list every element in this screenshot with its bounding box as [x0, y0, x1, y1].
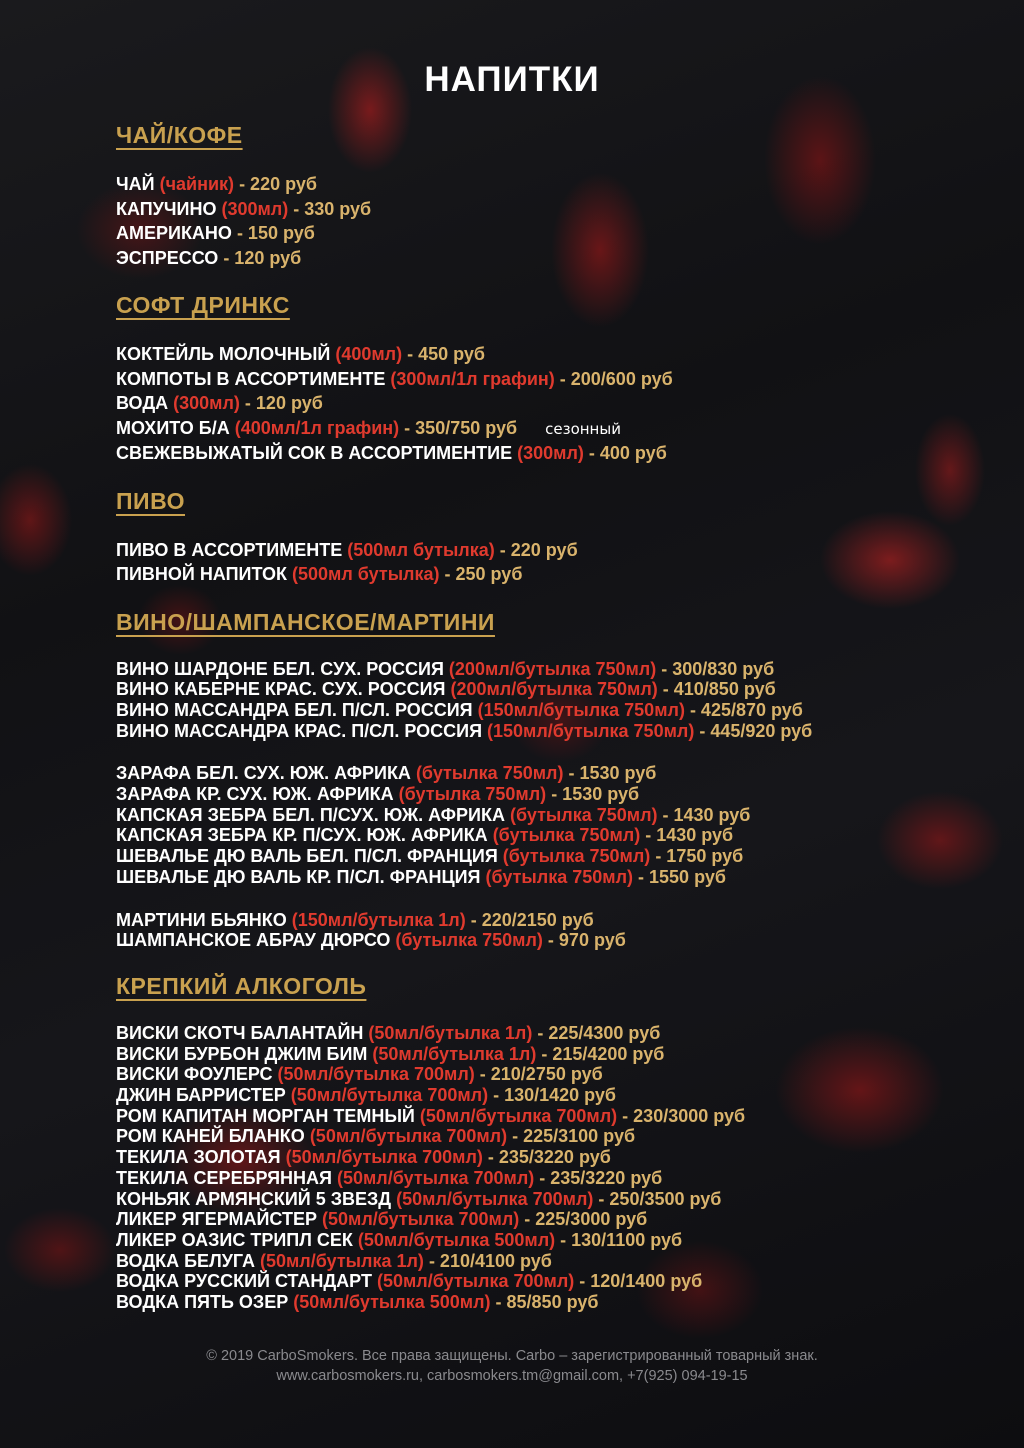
menu-item — [116, 172, 996, 197]
item-price: - 350/750 руб — [399, 417, 518, 438]
item-volume: (200мл/бутылка 750мл) — [450, 679, 658, 700]
item-price: - 235/3220 руб — [482, 1147, 611, 1168]
item-price: - 1530 руб — [546, 784, 640, 805]
item-volume: (300мл/1л графин) — [390, 368, 555, 389]
group-spacer — [116, 741, 996, 763]
item-name: ТЕКИЛА СЕРЕБРЯННАЯ — [116, 1167, 337, 1188]
item-name: ТЕКИЛА ЗОЛОТАЯ — [116, 1147, 286, 1168]
item-price: - 120 руб — [218, 247, 302, 268]
item-price: - 130/1420 руб — [488, 1085, 617, 1106]
item-volume: (150мл/бутылка 750мл) — [477, 699, 685, 720]
menu-item — [116, 721, 996, 742]
item-name: ВИНО КАБЕРНЕ КРАС. СУХ. РОССИЯ — [116, 679, 451, 700]
menu-item — [116, 1147, 996, 1168]
item-volume: (500мл бутылка) — [347, 539, 495, 560]
item-name: ПИВО В АССОРТИМЕНТЕ — [116, 539, 348, 560]
item-volume: (бутылка 750мл) — [492, 825, 641, 846]
item-price: - 225/3000 руб — [519, 1209, 648, 1230]
menu-item — [116, 1292, 996, 1313]
item-volume: (500мл бутылка) — [291, 564, 440, 584]
item-volume: (50мл/бутылка 500мл) — [293, 1292, 491, 1313]
item-name: ВОДА — [116, 393, 174, 413]
section-beer — [116, 486, 996, 587]
menu-item — [116, 846, 996, 867]
menu-item — [116, 391, 996, 416]
item-name: ВИСКИ СКОТЧ БАЛАНТАЙН — [116, 1022, 369, 1043]
item-price: - 330 руб — [288, 198, 372, 219]
menu-content — [116, 120, 996, 1313]
item-volume: (400мл) — [335, 344, 403, 364]
item-volume: (50мл/бутылка 1л) — [259, 1250, 424, 1271]
menu-item — [116, 1230, 996, 1251]
menu-item — [116, 367, 996, 392]
menu-item — [116, 197, 996, 222]
item-name: КОКТЕЙЛЬ МОЛОЧНЫЙ — [116, 344, 336, 364]
group-spacer — [116, 888, 996, 910]
menu-item — [116, 538, 996, 563]
item-name: ВИНО МАССАНДРА БЕЛ. П/СЛ. РОССИЯ — [116, 699, 478, 720]
item-price: - 400 руб — [583, 443, 667, 463]
section-heading: ЧАЙ/КОФЕ — [116, 122, 243, 148]
item-price: - 85/850 руб — [490, 1292, 599, 1313]
item-volume: (бутылка 750мл) — [485, 866, 634, 887]
item-volume: (150мл/бутылка 750мл) — [487, 720, 695, 741]
item-price: - 220 руб — [494, 539, 578, 560]
section-heading: СОФТ ДРИНКС — [116, 292, 290, 318]
menu-item — [116, 763, 996, 784]
item-volume: (50мл/бутылка 700мл) — [396, 1188, 594, 1209]
item-price: - 210/2750 руб — [474, 1064, 603, 1085]
item-volume: (50мл/бутылка 1л) — [372, 1043, 537, 1064]
item-name: ВИСКИ БУРБОН ДЖИМ БИМ — [116, 1043, 373, 1064]
footer — [0, 1346, 1024, 1386]
item-price: - 225/4300 руб — [532, 1022, 661, 1043]
menu-item — [116, 1209, 996, 1230]
item-price: - 450 руб — [402, 344, 486, 364]
item-name: ЛИКЕР ЯГЕРМАЙСТЕР — [116, 1209, 322, 1230]
item-price: - 300/830 руб — [656, 658, 775, 679]
section-tea-coffee — [116, 120, 996, 270]
item-price: - 1550 руб — [633, 866, 726, 887]
item-price: - 235/3220 руб — [534, 1167, 663, 1188]
menu-item — [116, 659, 996, 680]
section-heading: КРЕПКИЙ АЛКОГОЛЬ — [116, 972, 367, 999]
item-name: КОНЬЯК АРМЯНСКИЙ 5 ЗВЕЗД — [116, 1188, 397, 1209]
menu-item — [116, 1251, 996, 1272]
menu-item — [116, 1168, 996, 1189]
item-volume: (бутылка 750мл) — [415, 763, 564, 784]
item-volume: (150мл/бутылка 1л) — [291, 909, 466, 930]
menu-item — [116, 342, 996, 367]
section-heading: ВИНО/ШАМПАНСКОЕ/МАРТИНИ — [116, 608, 495, 635]
item-price: - 150 руб — [231, 223, 315, 243]
item-volume: (300мл) — [517, 443, 584, 463]
menu-item — [116, 930, 996, 951]
item-price: - 1530 руб — [563, 763, 657, 784]
item-volume: (300мл) — [221, 198, 289, 219]
item-name: ЗАРАФА БЕЛ. СУХ. ЮЖ. АФРИКА — [116, 763, 416, 784]
item-volume: (50мл/бутылка 700мл) — [376, 1271, 575, 1292]
item-price: - 120 руб — [239, 393, 323, 413]
item-volume: (300мл) — [173, 393, 240, 413]
item-name: ШАМПАНСКОЕ АБРАУ ДЮРСО — [116, 930, 396, 951]
item-volume: (50мл/бутылка 500мл) — [357, 1229, 556, 1250]
item-volume: (50мл/бутылка 700мл) — [285, 1147, 483, 1168]
item-name: МАРТИНИ БЬЯНКО — [116, 909, 292, 930]
item-name: ДЖИН БАРРИСТЕР — [116, 1085, 291, 1106]
menu-item — [116, 1106, 996, 1127]
menu-item — [116, 805, 996, 826]
item-name: МОХИТО Б/А — [116, 417, 235, 438]
item-price: - 220/2150 руб — [465, 909, 594, 930]
item-price: - 215/4200 руб — [536, 1043, 665, 1064]
menu-item — [116, 910, 996, 931]
item-volume: (50мл/бутылка 700мл) — [336, 1167, 535, 1188]
item-volume: (50мл/бутылка 700мл) — [277, 1064, 475, 1085]
menu-item — [116, 416, 996, 442]
menu-item — [116, 1126, 996, 1147]
item-price: - 220 руб — [234, 174, 317, 194]
item-name: ВОДКА ПЯТЬ ОЗЕР — [116, 1292, 294, 1313]
item-price: - 200/600 руб — [554, 368, 673, 389]
item-price: - 120/1400 руб — [574, 1271, 703, 1292]
item-price: - 250 руб — [439, 564, 523, 584]
item-volume: (50мл/бутылка 700мл) — [321, 1209, 520, 1230]
item-volume: (50мл/бутылка 1л) — [368, 1022, 533, 1043]
item-name: ШЕВАЛЬЕ ДЮ ВАЛЬ КР. П/СЛ. ФРАНЦИЯ — [116, 866, 486, 887]
item-volume: (чайник) — [159, 174, 235, 194]
item-price: - 1430 руб — [640, 825, 734, 846]
copyright-text: © 2019 CarboSmokers. Все права защищены. Carbo – зарегистрированный товарный знак. — [206, 1348, 818, 1364]
item-volume: (200мл/бутылка 750мл) — [448, 658, 657, 679]
section-soft-drinks — [116, 290, 996, 466]
item-name: СВЕЖЕВЫЖАТЫЙ СОК В АССОРТИМЕНТИЕ — [116, 443, 518, 463]
item-volume: (400мл/1л графин) — [234, 417, 400, 438]
menu-item — [116, 1271, 996, 1292]
menu-item — [116, 562, 996, 587]
menu-item — [116, 825, 996, 846]
item-price: - 210/4100 руб — [423, 1250, 552, 1271]
seasonal-note: сезонный — [545, 419, 621, 438]
menu-item — [116, 700, 996, 721]
menu-item — [116, 1044, 996, 1065]
item-name: ЗАРАФА КР. СУХ. ЮЖ. АФРИКА — [116, 784, 399, 805]
menu-item — [116, 221, 996, 246]
section-strong-alcohol — [116, 971, 996, 1313]
item-name: ШЕВАЛЬЕ ДЮ ВАЛЬ БЕЛ. П/СЛ. ФРАНЦИЯ — [116, 846, 503, 867]
item-volume: (50мл/бутылка 700мл) — [419, 1105, 618, 1126]
menu-item — [116, 784, 996, 805]
item-volume: (бутылка 750мл) — [509, 804, 658, 825]
item-price: - 225/3100 руб — [507, 1126, 636, 1147]
section-heading: ПИВО — [116, 487, 185, 514]
page-title: НАПИТКИ — [424, 60, 600, 99]
item-price: - 425/870 руб — [684, 699, 803, 720]
item-name: ВИСКИ ФОУЛЕРС — [116, 1064, 278, 1085]
item-name: КАПСКАЯ ЗЕБРА КР. П/СУХ. ЮЖ. АФРИКА — [116, 825, 493, 846]
item-name: ВИНО ШАРДОНЕ БЕЛ. СУХ. РОССИЯ — [116, 658, 449, 679]
item-name: КОМПОТЫ В АССОРТИМЕНТЕ — [116, 368, 391, 389]
menu-item — [116, 679, 996, 700]
item-volume: (50мл/бутылка 700мл) — [309, 1126, 508, 1147]
contact-text: www.carbosmokers.ru, carbosmokers.tm@gmail.com, +7(925) 094-19-15 — [276, 1368, 748, 1384]
item-price: - 1430 руб — [657, 804, 751, 825]
item-volume: (бутылка 750мл) — [398, 784, 547, 805]
item-name: ВОДКА БЕЛУГА — [116, 1250, 260, 1271]
item-name: ЭСПРЕССО — [116, 247, 219, 268]
item-price: - 230/3000 руб — [617, 1105, 746, 1126]
item-name: ВИНО МАССАНДРА КРАС. П/СЛ. РОССИЯ — [116, 720, 488, 741]
item-name: ЧАЙ — [116, 174, 160, 194]
section-wine — [116, 607, 996, 951]
menu-item — [116, 1189, 996, 1210]
menu-item — [116, 246, 996, 271]
menu-item — [116, 1064, 996, 1085]
item-price: - 250/3500 руб — [593, 1188, 722, 1209]
item-name: РОМ КАПИТАН МОРГАН ТЕМНЫЙ — [116, 1105, 420, 1126]
item-price: - 1750 руб — [650, 846, 744, 867]
item-name: ЛИКЕР ОАЗИС ТРИПЛ СЕК — [116, 1229, 358, 1250]
item-volume: (бутылка 750мл) — [395, 930, 543, 951]
menu-item — [116, 1085, 996, 1106]
item-name: РОМ КАНЕЙ БЛАНКО — [116, 1126, 310, 1147]
item-price: - 130/1100 руб — [555, 1229, 683, 1250]
item-volume: (бутылка 750мл) — [502, 846, 651, 867]
menu-item — [116, 867, 996, 888]
item-volume: (50мл/бутылка 700мл) — [290, 1085, 489, 1106]
item-price: - 970 руб — [542, 930, 626, 951]
item-name: ВОДКА РУССКИЙ СТАНДАРТ — [116, 1271, 377, 1292]
item-name: КАПУЧИНО — [116, 198, 222, 219]
item-name: ПИВНОЙ НАПИТОК — [116, 564, 292, 584]
item-price: - 410/850 руб — [657, 679, 776, 700]
item-name: КАПСКАЯ ЗЕБРА БЕЛ. П/СУХ. ЮЖ. АФРИКА — [116, 804, 510, 825]
item-price: - 445/920 руб — [694, 720, 813, 741]
item-name: АМЕРИКАНО — [116, 223, 232, 243]
menu-item — [116, 1023, 996, 1044]
menu-item — [116, 441, 996, 466]
